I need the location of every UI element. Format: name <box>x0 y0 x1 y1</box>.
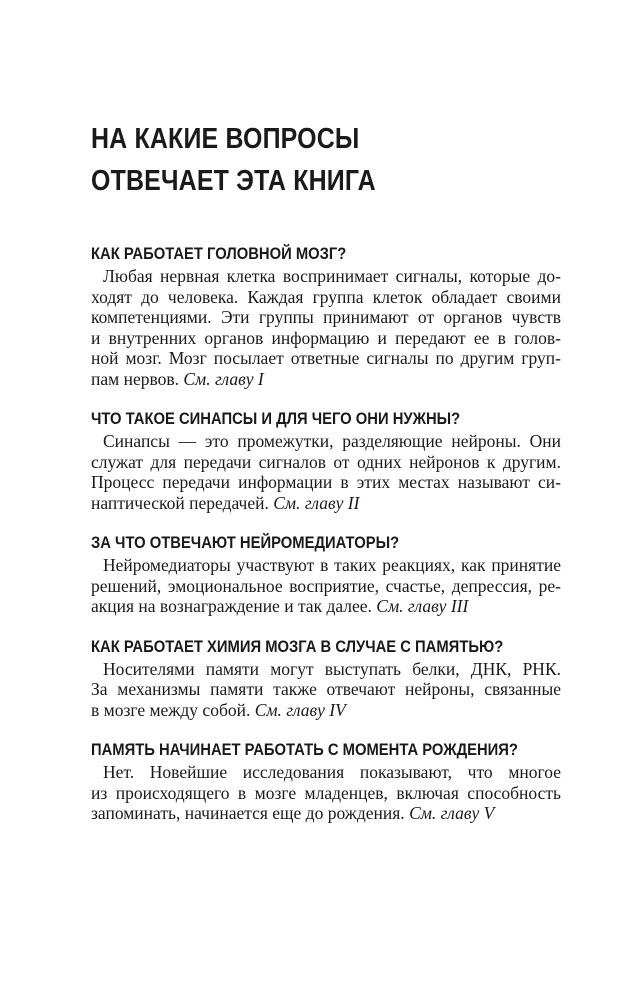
question-heading: КАК РАБОТАЕТ ГОЛОВНОЙ МОЗГ? <box>91 244 347 263</box>
answer-line: Нейромедиаторы участвуют в таких реакциях, как принятие <box>103 555 561 575</box>
chapter-reference: См. главу V <box>409 803 495 823</box>
question-heading: КАК РАБОТАЕТ ХИМИЯ МОЗГА В СЛУЧАЕ С ПАМЯТЬЮ? <box>91 636 504 656</box>
question-section <box>91 242 561 389</box>
answer-text <box>91 266 561 389</box>
answer-line-text: запоминать, начинается еще до рождения. <box>91 803 405 823</box>
answer-line: Любая нервная клетка воспринимает сигналы, которые до- <box>103 266 561 286</box>
answer-line: решений, эмоциональное восприятие, счастье, депрессия, ре- <box>91 575 561 596</box>
chapter-reference: См. главу II <box>273 492 360 513</box>
answer-line-text: в мозге между собой. <box>91 699 251 720</box>
answer-line-last <box>91 803 561 824</box>
chapter-reference: См. главу IV <box>254 699 346 720</box>
question-heading: ЧТО ТАКОЕ СИНАПСЫ И ДЛЯ ЧЕГО ОНИ НУЖНЫ? <box>91 409 461 428</box>
question-heading: ПАМЯТЬ НАЧИНАЕТ РАБОТАТЬ С МОМЕНТА РОЖДЕНИЯ? <box>91 740 518 759</box>
answer-line: компетенциями. Эти группы принимают от органов чувств <box>91 307 561 327</box>
answer-line: Носителями памяти могут выступать белки, ДНК, РНК. <box>103 658 561 679</box>
answer-text <box>91 431 561 513</box>
page-title <box>91 118 495 202</box>
chapter-reference: См. главу I <box>183 368 264 389</box>
answer-line: из происходящего в мозге младенцев, включая способность <box>91 782 561 803</box>
question-section <box>91 738 561 824</box>
answer-line: ходят до человека. Каждая группа клеток обладает своими <box>91 286 561 307</box>
chapter-reference: См. главу III <box>376 596 469 616</box>
answer-text <box>91 762 561 824</box>
question-section <box>91 531 561 617</box>
answer-line: За механизмы памяти также отвечают нейроны, связанные <box>91 679 561 699</box>
question-section <box>91 635 561 721</box>
answer-line: Процесс передачи информации в этих местах называют си- <box>91 472 561 492</box>
questions-list <box>91 242 561 842</box>
answer-line-text: наптической передачей. <box>91 492 269 513</box>
answer-text <box>91 659 561 721</box>
answer-line-last <box>91 493 561 514</box>
answer-line-text: пам нервов. <box>91 368 179 389</box>
answer-line: и внутренних органов информацию и передают ее в голов- <box>91 327 561 348</box>
answer-line: Нет. Новейшие исследования показывают, что многое <box>103 762 561 782</box>
question-section <box>91 407 561 513</box>
question-heading: ЗА ЧТО ОТВЕЧАЮТ НЕЙРОМЕДИАТОРЫ? <box>91 533 400 552</box>
answer-line-last <box>91 596 561 617</box>
answer-line: служат для передачи сигналов от одних нейронов к другим. <box>91 451 561 472</box>
answer-line-last <box>91 700 561 721</box>
book-page <box>91 118 561 823</box>
answer-line-text: акция на вознаграждение и так далее. <box>91 596 372 616</box>
answer-line-last <box>91 369 561 390</box>
answer-line: Синапсы — это промежутки, разделяющие нейроны. Они <box>103 431 561 451</box>
page-title-line-1: НА КАКИЕ ВОПРОСЫ <box>91 123 360 155</box>
answer-line: ной мозг. Мозг посылает ответные сигналы по другим груп- <box>91 348 561 368</box>
page-title-line-2: ОТВЕЧАЕТ ЭТА КНИГА <box>91 165 376 197</box>
answer-text <box>91 555 561 617</box>
